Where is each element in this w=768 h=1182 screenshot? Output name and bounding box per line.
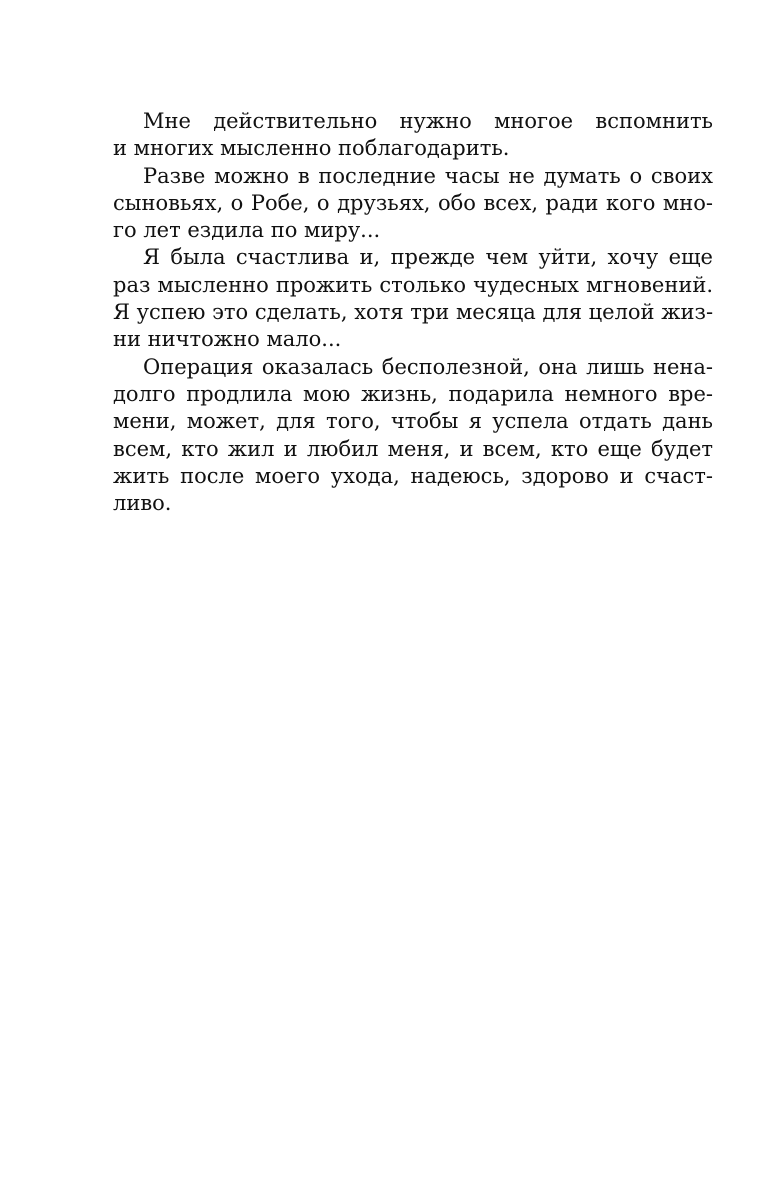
text-line: и многих мысленно поблагодарить. — [113, 136, 510, 161]
text-line: Мне действительно нужно многое вспомнить — [143, 109, 713, 133]
text-line: Я была счастлива и, прежде чем уйти, хочу еще — [143, 245, 713, 270]
text-line: Я успею это сделать, хотя три месяца для целой жиз- — [113, 300, 714, 325]
text-line: ливо. — [113, 491, 172, 516]
text-line: ни ничтожно мало... — [113, 327, 342, 352]
text-line: Разве можно в последние часы не думать о своих — [143, 163, 713, 188]
text-line: всем, кто жил и любил меня, и всем, кто еще будет — [113, 436, 713, 461]
text-line: го лет ездила по миру... — [113, 218, 381, 243]
text-line: раз мысленно прожить столько чудесных мгновений. — [113, 272, 713, 297]
text-line: долго продлила мою жизнь, подарила немного вре- — [113, 381, 713, 406]
text-line: Операция оказалась бесполезной, она лишь нена- — [143, 354, 713, 379]
text-line: сыновьях, о Робе, о друзьях, обо всех, ради кого мно- — [113, 190, 713, 215]
page-body-text — [113, 108, 713, 517]
text-line: мени, может, для того, чтобы я успела отдать дань — [113, 409, 713, 434]
text-line: жить после моего ухода, надеюсь, здорово и счаст- — [113, 463, 713, 488]
